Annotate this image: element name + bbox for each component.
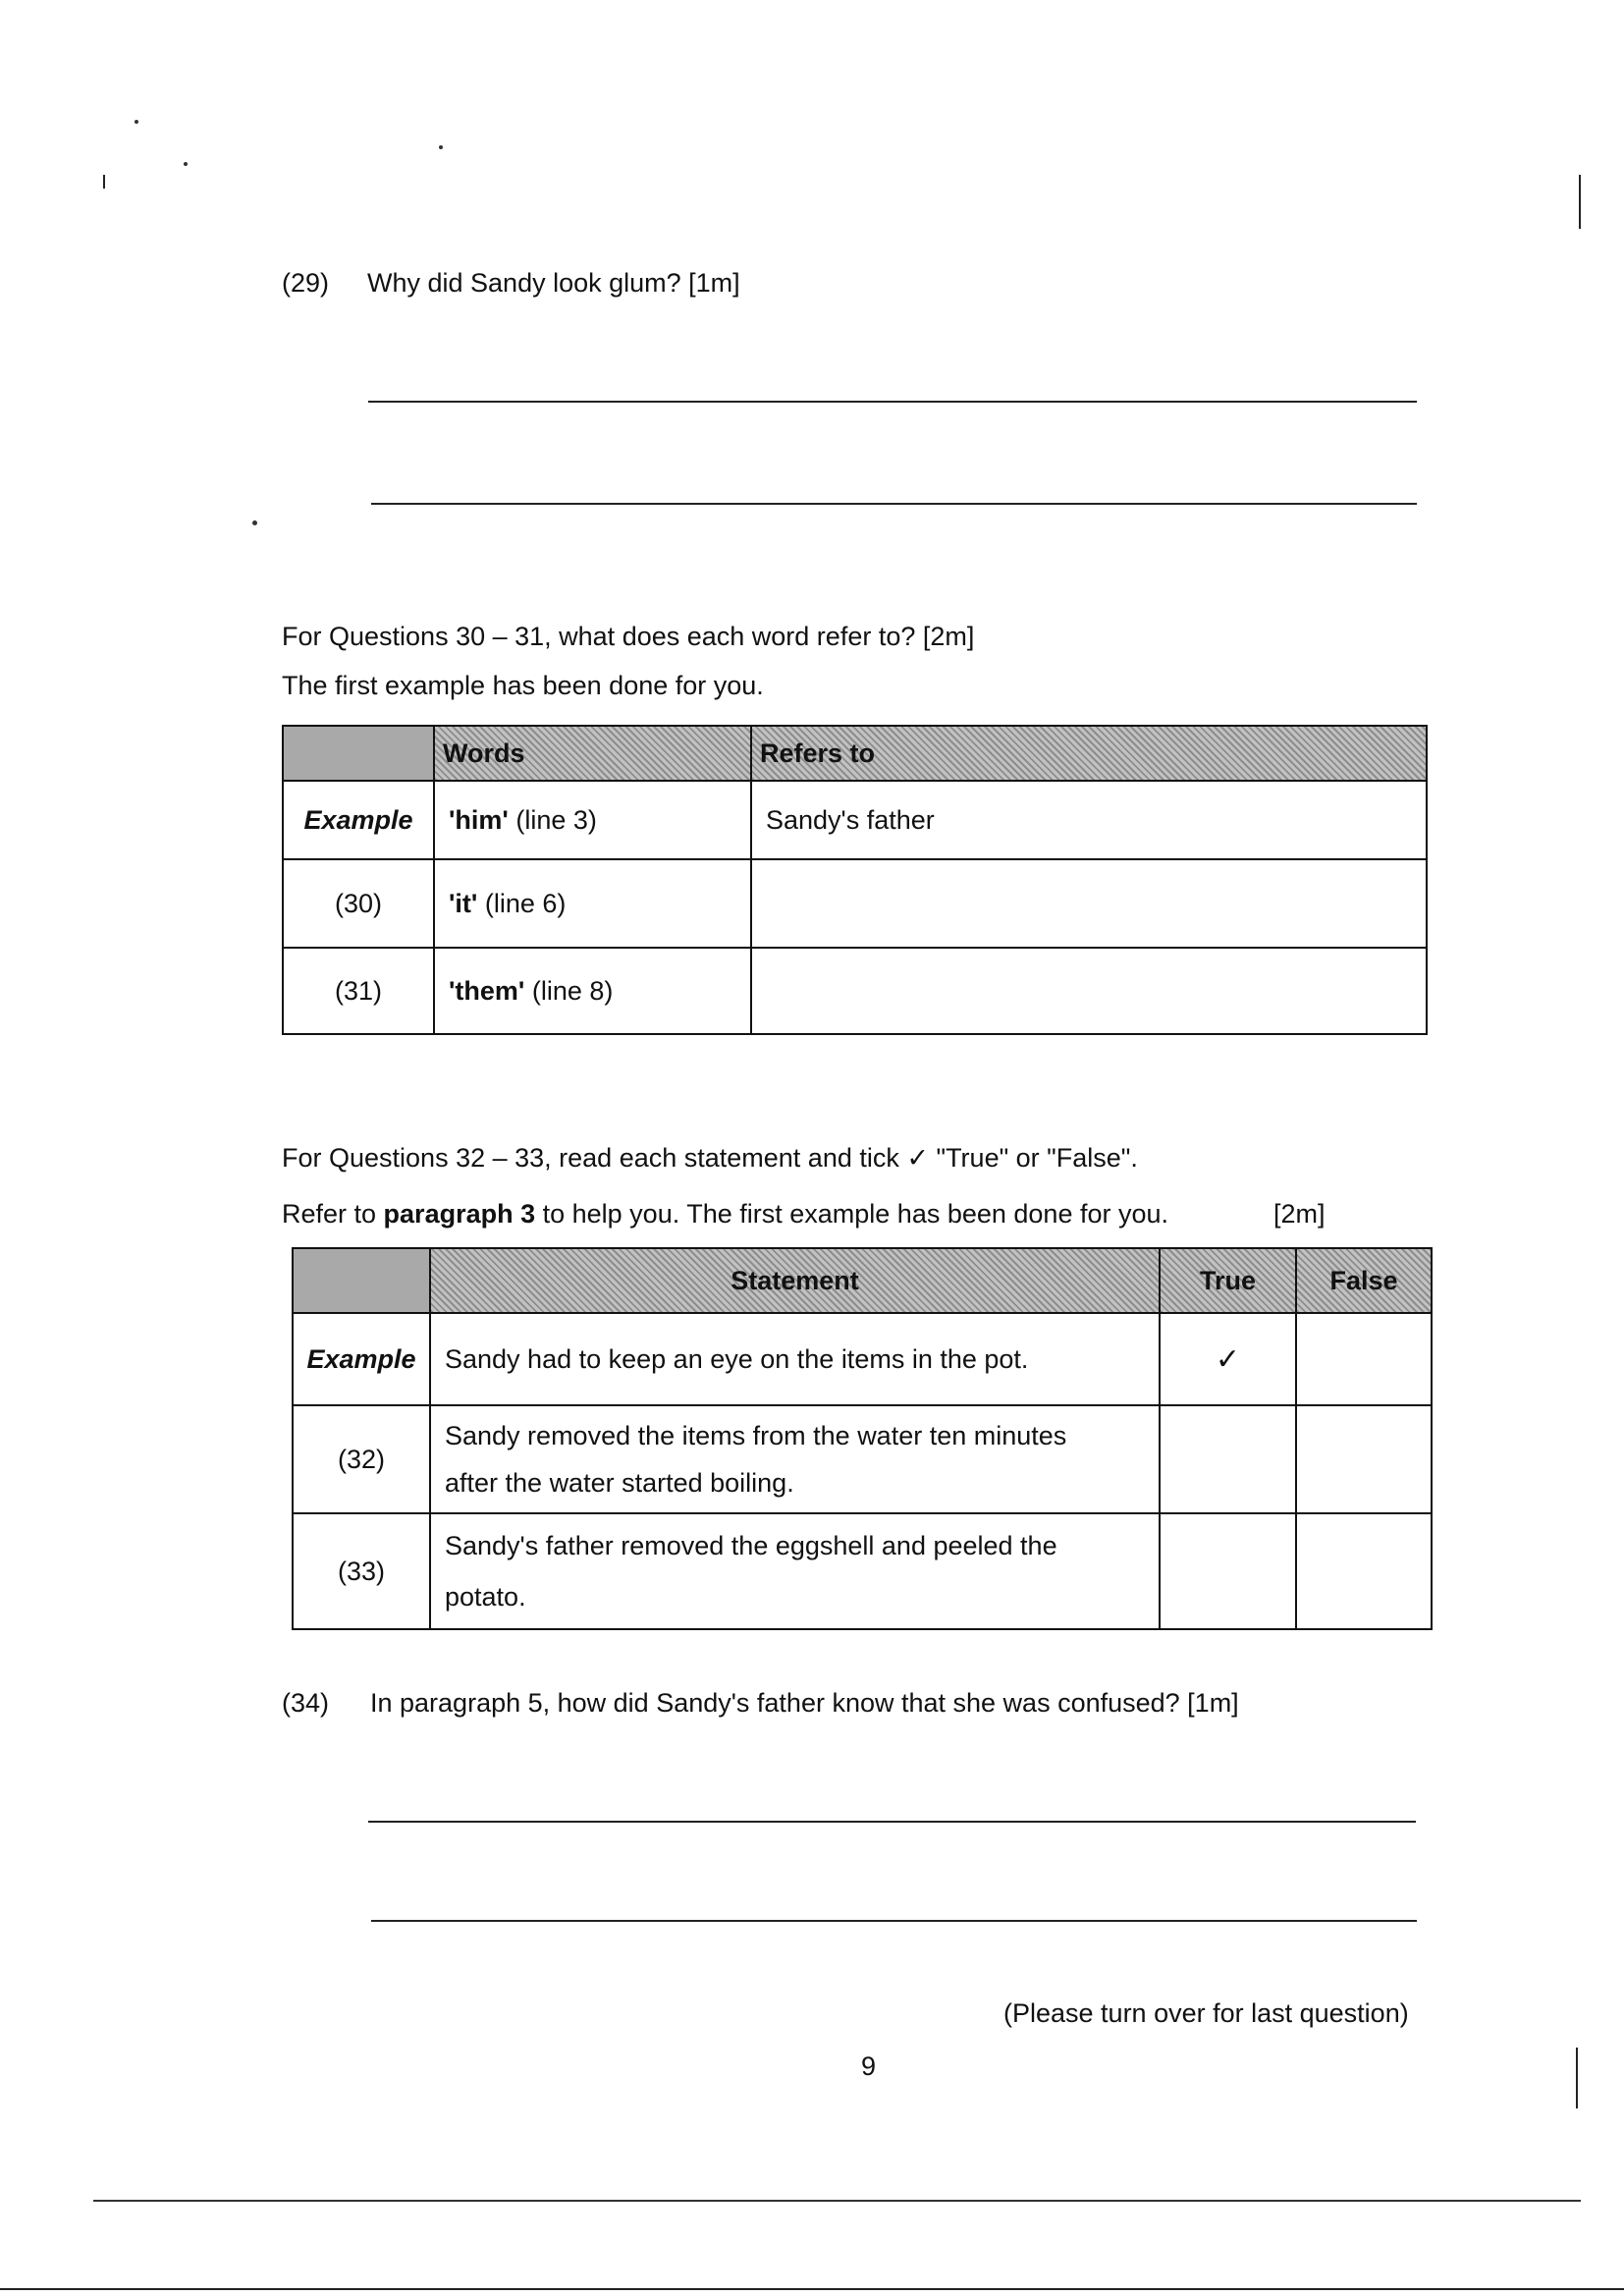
q34-answer-line-1[interactable] (368, 1821, 1416, 1823)
q32-33-marks: [2m] (1273, 1199, 1326, 1229)
q29-answer-line-1[interactable] (368, 401, 1417, 403)
tf-header-blank (293, 1248, 430, 1313)
page-number: 9 (861, 2051, 877, 2081)
tf-header-statement: Statement (430, 1248, 1160, 1313)
page-edge-rule (0, 2288, 1624, 2290)
q34-answer-line-2[interactable] (371, 1920, 1417, 1922)
q30-31-note: The first example has been done for you. (282, 671, 764, 700)
line-ref: (line 8) (524, 975, 614, 1006)
statement (430, 1405, 1160, 1513)
table-row (283, 859, 1427, 948)
refers-header-refers-to: Refers to (751, 726, 1427, 781)
note-bold: paragraph 3 (383, 1199, 536, 1229)
q34-question: In paragraph 5, how did Sandy's father know that she was confused? [1m] (370, 1688, 1239, 1718)
refers-header-words: Words (434, 726, 751, 781)
row-label-q30: (30) (283, 859, 434, 948)
tf-header-false: False (1296, 1248, 1432, 1313)
refers-answer-input[interactable] (751, 948, 1427, 1034)
q29-answer-line-2[interactable] (371, 503, 1417, 505)
word: 'them' (449, 975, 525, 1006)
q29-number: (29) (282, 268, 330, 298)
tf-header-true: True (1160, 1248, 1296, 1313)
table-row (293, 1313, 1432, 1405)
line-ref: (line 6) (477, 888, 567, 918)
statement (430, 1513, 1160, 1629)
statement-line: after the water started boiling. (445, 1468, 794, 1498)
margin-mark (103, 175, 105, 189)
scan-speck (439, 145, 443, 149)
margin-mark (1579, 175, 1581, 229)
false-tick-input[interactable] (1296, 1405, 1432, 1513)
turn-over-note: (Please turn over for last question) (1003, 1998, 1409, 2028)
row-label-q31: (31) (283, 948, 434, 1034)
word: 'it' (449, 888, 478, 918)
table-row (293, 1405, 1432, 1513)
table-row (293, 1513, 1432, 1629)
margin-mark (1576, 2048, 1578, 2108)
word-cell (434, 781, 751, 859)
scan-speck (135, 120, 138, 124)
scan-speck (252, 520, 257, 525)
table-row (283, 781, 1427, 859)
row-label-q33: (33) (293, 1513, 430, 1629)
bottom-rule (93, 2200, 1581, 2202)
false-tick-cell (1296, 1313, 1432, 1405)
row-label-example: Example (293, 1313, 430, 1405)
statement: Sandy had to keep an eye on the items in the pot. (430, 1313, 1160, 1405)
refers-answer-input[interactable] (751, 859, 1427, 948)
statement-line: Sandy's father removed the eggshell and peeled the (445, 1531, 1057, 1560)
note-text: Refer to (282, 1199, 384, 1229)
q32-33-note (282, 1198, 1168, 1230)
q34-number: (34) (282, 1688, 330, 1718)
true-tick-input[interactable] (1160, 1513, 1296, 1629)
table-row (283, 948, 1427, 1034)
line-ref: (line 3) (508, 804, 597, 835)
true-tick-cell: ✓ (1160, 1313, 1296, 1405)
row-label-q32: (32) (293, 1405, 430, 1513)
row-label-example: Example (283, 781, 434, 859)
true-tick-input[interactable] (1160, 1405, 1296, 1513)
refers-answer: Sandy's father (751, 781, 1427, 859)
q30-31-instruction: For Questions 30 – 31, what does each word refer to? [2m] (282, 622, 975, 651)
word-cell (434, 948, 751, 1034)
word: 'him' (449, 804, 509, 835)
q32-33-instruction: For Questions 32 – 33, read each statement and tick ✓ "True" or "False". (282, 1143, 1138, 1173)
refers-header-blank (283, 726, 434, 781)
statement-line: Sandy removed the items from the water ten minutes (445, 1421, 1067, 1450)
refers-to-table (282, 725, 1428, 1035)
scan-speck (184, 162, 188, 166)
tf-table-header-row (293, 1248, 1432, 1313)
false-tick-input[interactable] (1296, 1513, 1432, 1629)
word-cell (434, 859, 751, 948)
refers-table-header-row (283, 726, 1427, 781)
statement-line: potato. (445, 1582, 526, 1612)
q29-question: Why did Sandy look glum? [1m] (367, 268, 740, 298)
note-text: to help you. The first example has been done for you. (535, 1199, 1169, 1229)
true-false-table (292, 1247, 1433, 1630)
